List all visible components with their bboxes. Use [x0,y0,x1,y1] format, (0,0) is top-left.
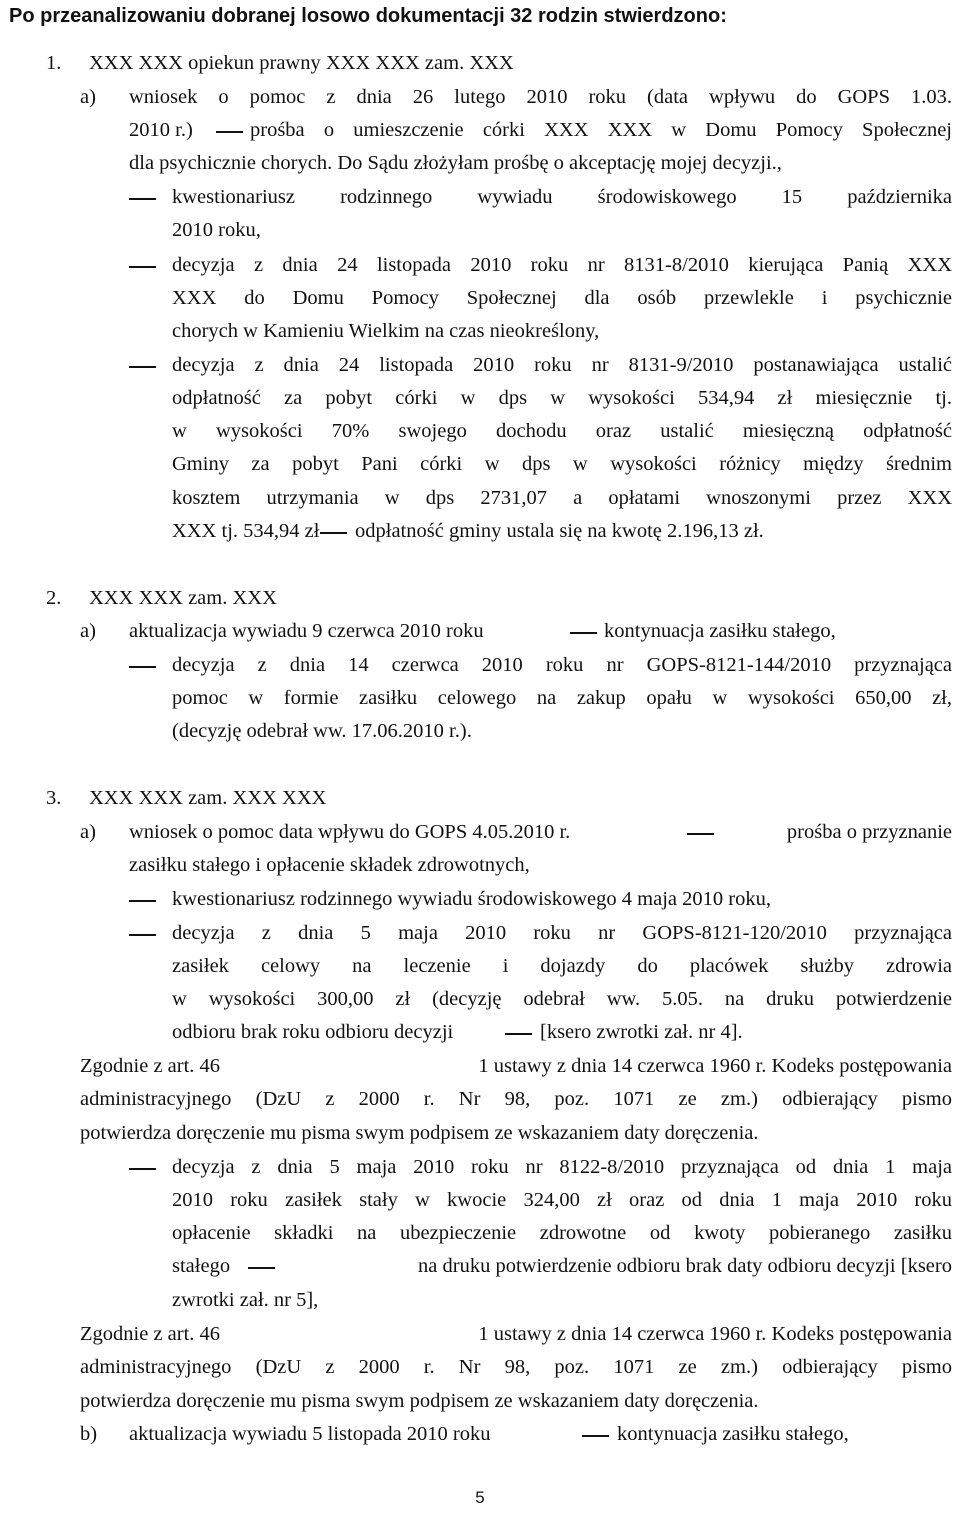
section-2-title: XXX XXX zam. XXX [89,587,277,609]
em-dash [505,1033,532,1035]
item-2a-marker: a) [80,620,96,642]
text-line: aktualizacja wywiadu 5 listopada 2010 roku [129,1423,491,1445]
text-line: potwierdza doręczenie mu pisma swym podpisem ze wskazaniem daty doręczenia. [80,1390,759,1412]
text-line: aktualizacja wywiadu 9 czerwca 2010 roku [129,620,484,642]
text-line: 2010 roku, [172,219,261,241]
em-dash [216,131,243,133]
text-line: zasiłek celowy na leczenie i dojazdy do placówek służby zdrowia [172,955,952,977]
text-line: kontynuacja zasiłku stałego, [617,1423,849,1445]
section-1-number: 1. [46,52,62,74]
text-line: zasiłku stałego i opłacenie składek zdrowotnych, [129,854,530,876]
section-3-number: 3. [46,787,62,809]
item-1a-marker: a) [80,86,96,108]
bullet-dash [129,666,156,668]
em-dash [582,1435,609,1437]
em-dash [687,833,714,835]
text-line: 2010 roku zasiłek stały w kwocie 324,00 zł oraz od dnia 1 maja 2010 roku [172,1189,952,1211]
document-heading: Po przeanalizowaniu dobranej losowo dokumentacji 32 rodzin stwierdzono: [9,5,727,27]
text-line: 2010 r.) [129,119,193,141]
text-line: decyzja z dnia 24 listopada 2010 roku nr 8131-9/2010 postanawiająca ustalić [172,354,952,376]
text-line: na druku potwierdzenie odbioru brak daty odbioru decyzji [ksero [418,1255,952,1277]
text-line: administracyjnego (DzU z 2000 r. Nr 98, poz. 1071 ze zm.) odbierający pismo [80,1088,952,1110]
text-line: decyzja z dnia 5 maja 2010 roku nr 8122-8/2010 przyznająca od dnia 1 maja [172,1156,952,1178]
bullet-dash [129,198,156,200]
text-line: odpłatność za pobyt córki w dps w wysokości 534,94 zł miesięcznie tj. [172,387,952,409]
text-line: Zgodnie z art. 46 [80,1323,221,1345]
text-line: prośba o przyznanie [786,821,952,843]
text-line: pomoc w formie zasiłku celowego na zakup opału w wysokości 650,00 zł, [172,687,952,709]
section-2-number: 2. [46,587,62,609]
text-line: (decyzję odebrał ww. 17.06.2010 r.). [172,720,472,742]
em-dash [570,632,597,634]
text-line: kosztem utrzymania w dps 2731,07 a opłatami wnoszonymi przez XXX [172,487,952,509]
text-line: opłacenie składki na ubezpieczenie zdrowotne od kwoty pobieranego zasiłku [172,1222,952,1244]
text-line: administracyjnego (DzU z 2000 r. Nr 98, poz. 1071 ze zm.) odbierający pismo [80,1356,952,1378]
bullet-dash [129,266,156,268]
text-line: w wysokości 300,00 zł (decyzję odebrał ww. 5.05. na druku potwierdzenie [172,988,952,1010]
text-line: XXX tj. 534,94 zł [172,520,320,542]
text-line: dla psychicznie chorych. Do Sądu złożyłam prośbę o akceptację mojej decyzji., [129,152,782,174]
bullet-dash [129,1168,156,1170]
text-line: kwestionariusz rodzinnego wywiadu środowiskowego 15 października [172,186,952,208]
text-line: w wysokości 70% swojego dochodu oraz ustalić miesięczną odpłatność [172,420,952,442]
text-line: zwrotki zał. nr 5], [172,1289,319,1311]
text-line: prośba o umieszczenie córki XXX XXX w Domu Pomocy Społecznej [250,119,952,141]
text-line: [ksero zwrotki zał. nr 4]. [540,1021,743,1043]
section-3-title: XXX XXX zam. XXX XXX [89,787,327,809]
text-line: 1 ustawy z dnia 14 czerwca 1960 r. Kodeks postępowania [478,1323,952,1345]
text-line: wniosek o pomoc data wpływu do GOPS 4.05.2010 r. [129,821,571,843]
text-line: decyzja z dnia 24 listopada 2010 roku nr 8131-8/2010 kierująca Panią XXX [172,254,952,276]
em-dash [320,532,347,534]
text-line: odpłatność gminy ustala się na kwotę 2.196,13 zł. [355,520,764,542]
text-line: decyzja z dnia 14 czerwca 2010 roku nr GOPS-8121-144/2010 przyznająca [172,654,952,676]
text-line: wniosek o pomoc z dnia 26 lutego 2010 roku (data wpływu do GOPS 1.03. [129,86,952,108]
text-line: odbioru brak roku odbioru decyzji [172,1021,454,1043]
text-line: Gminy za pobyt Pani córki w dps w wysokości różnicy między średnim [172,453,952,475]
text-line: potwierdza doręczenie mu pisma swym podpisem ze wskazaniem daty doręczenia. [80,1122,759,1144]
em-dash [248,1267,275,1269]
bullet-dash [129,934,156,936]
bullet-dash [129,900,156,902]
item-3a-marker: a) [80,821,96,843]
bullet-dash [129,366,156,368]
text-line: 1 ustawy z dnia 14 czerwca 1960 r. Kodeks postępowania [478,1055,952,1077]
text-line: XXX do Domu Pomocy Społecznej dla osób przewlekle i psychicznie [172,287,952,309]
text-line: kwestionariusz rodzinnego wywiadu środowiskowego 4 maja 2010 roku, [172,888,771,910]
text-line: kontynuacja zasiłku stałego, [604,620,836,642]
section-1-title: XXX XXX opiekun prawny XXX XXX zam. XXX [89,52,514,74]
text-line: stałego [172,1255,231,1277]
page-number: 5 [475,1488,485,1507]
item-b-marker: b) [80,1423,98,1445]
text-line: chorych w Kamieniu Wielkim na czas nieokreślony, [172,320,600,342]
text-line: decyzja z dnia 5 maja 2010 roku nr GOPS-8121-120/2010 przyznająca [172,922,952,944]
text-line: Zgodnie z art. 46 [80,1055,221,1077]
